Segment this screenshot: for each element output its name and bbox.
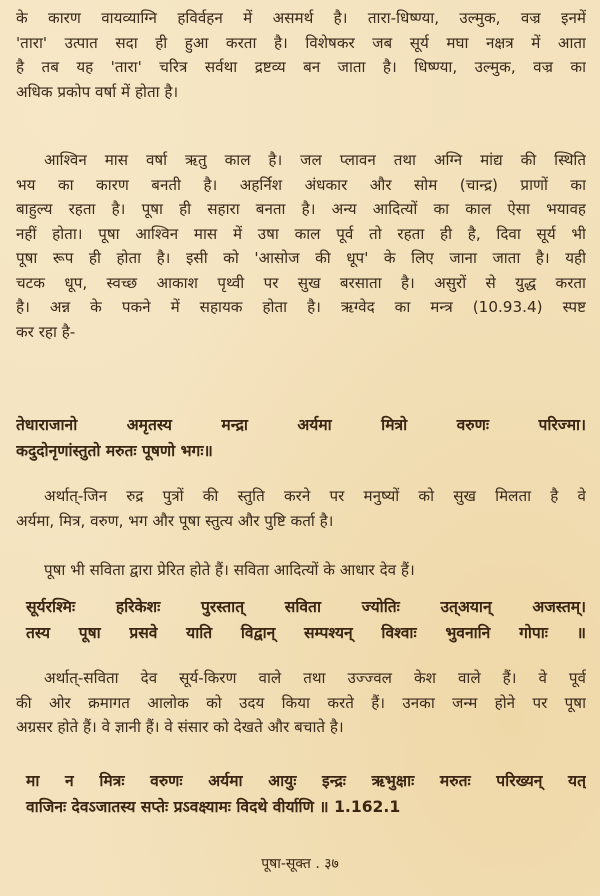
verse-line: मा न मित्रः वरुणः अर्यमा आयुः इन्द्रः ऋभुक्षाः मरुतः परिख्यन् यत् <box>26 772 586 790</box>
text-line: अर्थात्-सविता देव सूर्य-किरण वाले तथा उज्ज्वल केश वाले हैं। वे पूर्व <box>44 669 586 687</box>
text-line: की ओर क्रमागत आलोक को उदय किया करते हैं। उनका जन्म होने पर पूषा <box>16 693 586 712</box>
text-line: अर्थात्-जिन रुद्र पुत्रों की स्तुति करने पर मनुष्यों को सुख मिलता है वे <box>44 487 586 505</box>
page-footer: पूषा-सूक्त . ३७ <box>261 856 339 872</box>
verse-line: तेधाराजानो अमृतस्य मन्द्रा अर्यमा मित्रो वरुणः परिज्मा। <box>16 416 586 434</box>
text-line: अग्रसर होते हैं। वे ज्ञानी हैं। वे संसार को देखते और बचाते है। <box>16 718 344 736</box>
text-line: कर रहा है- <box>16 322 76 341</box>
text-line: 'तारा' उत्पात सदा ही हुआ करता है। विशेषकर जब सूर्य मघा नक्षत्र में आता <box>16 33 586 52</box>
text-line: है। अन्न के पकने में सहायक होता है। ऋग्वेद का मन्त्र (10.93.4) स्पष्ट <box>16 298 586 316</box>
text-line: अर्यमा, मित्र, वरुण, भग और पूषा स्तुत्य और पुष्टि कर्ता है। <box>16 511 334 530</box>
text-line: है तब यह 'तारा' चरित्र सर्वथा द्रष्टव्य बन जाता है। धिष्ण्या, उल्मुक, वज्र का <box>16 58 586 76</box>
paragraph-ashwin <box>16 148 586 344</box>
paragraph-savita <box>16 558 586 583</box>
paragraph-tara <box>16 6 586 104</box>
paragraph-meaning-1 <box>16 484 586 533</box>
text-line: नहीं होता। पूषा आश्विन मास में उषा काल पूर्व तो रहता ही है, दिवा सूर्य भी <box>16 224 586 243</box>
verse-rigveda-10-93-4 <box>16 412 586 464</box>
text-line: पूषा भी सविता द्वारा प्रेरित होते हैं। सविता आदित्यों के आधार देव हैं। <box>44 561 415 579</box>
text-line: चटक धूप, स्वच्छ आकाश पृथ्वी पर सुख बरसाता है। असुरों से युद्ध करता <box>16 273 586 292</box>
text-line: आश्विन मास वर्षा ऋतु काल है। जल प्लावन तथा अग्नि मांद्य की स्थिति <box>44 151 586 169</box>
verse-rigveda-1-162-1 <box>16 768 586 820</box>
verse-savita <box>16 594 586 646</box>
paragraph-meaning-2 <box>16 666 586 740</box>
verse-line: सूर्यरश्मिः हरिकेशः पुरस्तात् सविता ज्योतिः उत्अयान् अजस्तम्। <box>26 598 586 616</box>
text-line: अधिक प्रकोप वर्षा में होता है। <box>16 82 179 101</box>
text-line: बाहुल्य रहता है। पूषा ही सहारा बनता है। अन्य आदित्यों का काल ऐसा भयावह <box>16 200 586 218</box>
verse-line: कदुदोनृणांस्तुतो मरुतः पूषणो भगः॥ <box>16 442 213 460</box>
text-line: के कारण वायव्याग्नि हविर्वहन में असमर्थ है। तारा-धिष्ण्या, उल्मुक, वज्र इनमें <box>16 9 586 27</box>
text-line: पूषा रूप ही होता है। इसी को 'आसोज की धूप' के लिए जाना जाता है। यही <box>16 249 586 267</box>
text-line: भय का कारण बनती है। अहर्निश अंधकार और सोम (चान्द्र) प्राणों का <box>16 175 586 194</box>
verse-line: तस्य पूषा प्रसवे याति विद्वान् सम्पश्यन् विश्वाः भुवनानि गोपाः ॥ <box>26 624 586 642</box>
verse-line: वाजिनः देवऽजातस्य सप्तेः प्रऽवक्ष्यामः विदथे वीर्याणि ॥ 1.162.1 <box>26 798 401 816</box>
